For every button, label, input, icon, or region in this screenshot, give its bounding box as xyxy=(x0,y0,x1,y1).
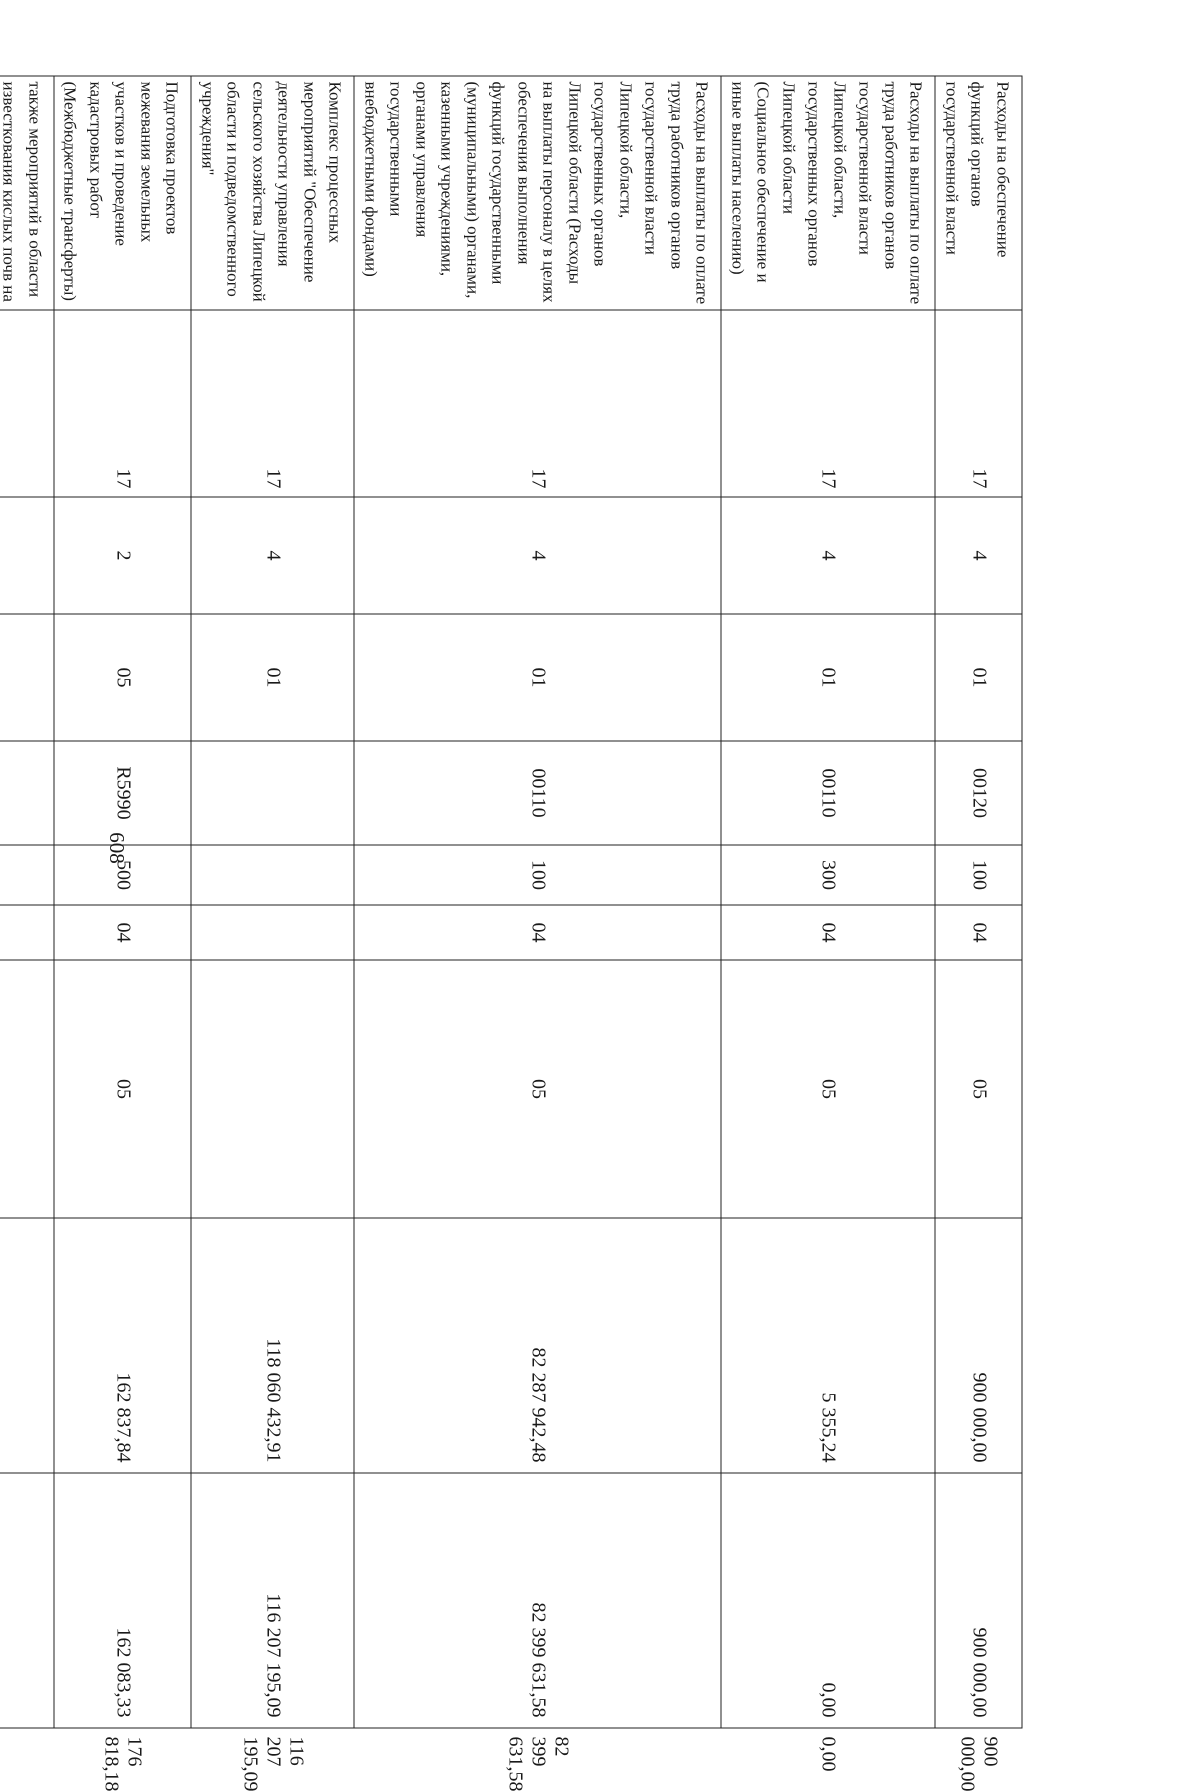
table-row: Подготовка проектов межевания земельных участков и проведение кадастровых работ (Межбюджетные трансферты) 17 2 05 R5990 500 04 05 162 837,84 162 083,33 176 818,18 xyxy=(54,76,192,1728)
code-cell: 300 xyxy=(722,845,936,905)
code-cell: R5990 xyxy=(54,741,192,845)
table-row: Расходы на обеспечение функций органов государственной власти 17 4 01 00120 100 04 05 900 000,00 900 000,00 900 000,00 xyxy=(936,76,1023,1728)
code-cell: 04 xyxy=(936,905,1023,960)
budget-table-rotated xyxy=(0,76,1023,1792)
code-cell: 05 xyxy=(54,960,192,1218)
value-cell: 116 207 195,09 xyxy=(192,1473,355,1728)
code-cell: 01 xyxy=(722,614,936,741)
code-cell: 00110 xyxy=(355,741,722,845)
code-cell xyxy=(0,845,54,905)
code-cell: 00120 xyxy=(936,741,1023,845)
value-cell: 0,00 xyxy=(722,1473,936,1728)
row-description: Расходы на обеспечение функций органов государственной власти xyxy=(936,76,1023,310)
table-row: Комплекс процессных мероприятий "Обеспечение деятельности управления сельского хозяйства Липецкой области и подведомственного учреждения" 17 4 01 118 060 432,91 116 207 195,09 116 207 195,09 xyxy=(192,76,355,1728)
code-cell xyxy=(192,905,355,960)
code-cell xyxy=(192,845,355,905)
code-cell: 05 xyxy=(936,960,1023,1218)
code-cell xyxy=(0,960,54,1218)
value-cell: 162 837,84 xyxy=(54,1218,192,1473)
value-cell: 900 000,00 xyxy=(936,1218,1023,1473)
value-cell: 82 399 631,58 xyxy=(355,1473,722,1728)
code-cell xyxy=(0,905,54,960)
code-cell: 4 xyxy=(355,497,722,614)
code-cell: 04 xyxy=(355,905,722,960)
row-description: также мероприятий в области известкования кислых почв на xyxy=(0,76,54,310)
code-cell: 17 xyxy=(355,310,722,497)
code-cell xyxy=(0,614,54,741)
value-cell: 118 060 432,91 xyxy=(192,1218,355,1473)
code-cell: 01 xyxy=(936,614,1023,741)
code-cell xyxy=(0,310,54,497)
code-cell: 17 xyxy=(722,310,936,497)
code-cell: 05 xyxy=(54,614,192,741)
code-cell: 05 xyxy=(355,960,722,1218)
value-cell xyxy=(0,1218,54,1473)
value-cell: 162 083,33 xyxy=(54,1473,192,1728)
code-cell: 4 xyxy=(722,497,936,614)
code-cell xyxy=(0,741,54,845)
value-cell xyxy=(0,1473,54,1728)
code-cell: 00110 xyxy=(722,741,936,845)
code-cell: 17 xyxy=(54,310,192,497)
table-row xyxy=(0,76,54,1728)
code-cell: 04 xyxy=(722,905,936,960)
value-cell: 900 000,00 xyxy=(936,1473,1023,1728)
table-row: Расходы на выплаты по оплате труда работников органов государственной власти Липецкой области, государственных органов Липецкой области (Расходы на выплаты персоналу в целях обеспечения выполнения функций государственными (муниципальными) органами, казенными учреждениями, органами управления государственными внебюджетными фондами) 17 4 01 00110 100 04 05 82 287 942,48 82 399 631,58 82 399 631,58 xyxy=(355,76,722,1728)
code-cell: 2 xyxy=(54,497,192,614)
code-cell: 100 xyxy=(936,845,1023,905)
row-description: Комплекс процессных мероприятий "Обеспечение деятельности управления сельского хозяйства Липецкой области и подведомственного учреждения" xyxy=(192,76,355,310)
code-cell: 01 xyxy=(192,614,355,741)
row-description: Подготовка проектов межевания земельных участков и проведение кадастровых работ (Межбюджетные трансферты) xyxy=(54,76,192,310)
code-cell xyxy=(192,741,355,845)
code-cell: 17 xyxy=(936,310,1023,497)
budget-table xyxy=(0,76,1023,1792)
code-cell: 17 xyxy=(192,310,355,497)
code-cell: 4 xyxy=(192,497,355,614)
code-cell: 04 xyxy=(54,905,192,960)
page-number: 608 xyxy=(105,832,129,864)
code-cell: 100 xyxy=(355,845,722,905)
value-cell: 82 287 942,48 xyxy=(355,1218,722,1473)
code-cell xyxy=(0,497,54,614)
code-cell: 4 xyxy=(936,497,1023,614)
value-cell: 5 355,24 xyxy=(722,1218,936,1473)
table-row: Расходы на выплаты по оплате труда работников органов государственной власти Липецкой области, государственных органов Липецкой области (Социальное обеспечение и иные выплаты населению) 17 4 01 00110 300 04 05 5 355,24 0,00 0,00 xyxy=(722,76,936,1728)
row-description: Расходы на выплаты по оплате труда работников органов государственной власти Липецкой области, государственных органов Липецкой области (Социальное обеспечение и иные выплаты населению) xyxy=(722,76,936,310)
code-cell: 05 xyxy=(722,960,936,1218)
code-cell xyxy=(192,960,355,1218)
row-description: Расходы на выплаты по оплате труда работников органов государственной власти Липецкой области, государственных органов Липецкой области (Расходы на выплаты персоналу в целях обеспечения выполнения функций государственными (муниципальными) органами, казенными учреждениями, органами управления государственными внебюджетными фондами) xyxy=(355,76,722,310)
code-cell: 500 xyxy=(54,845,192,905)
code-cell: 01 xyxy=(355,614,722,741)
